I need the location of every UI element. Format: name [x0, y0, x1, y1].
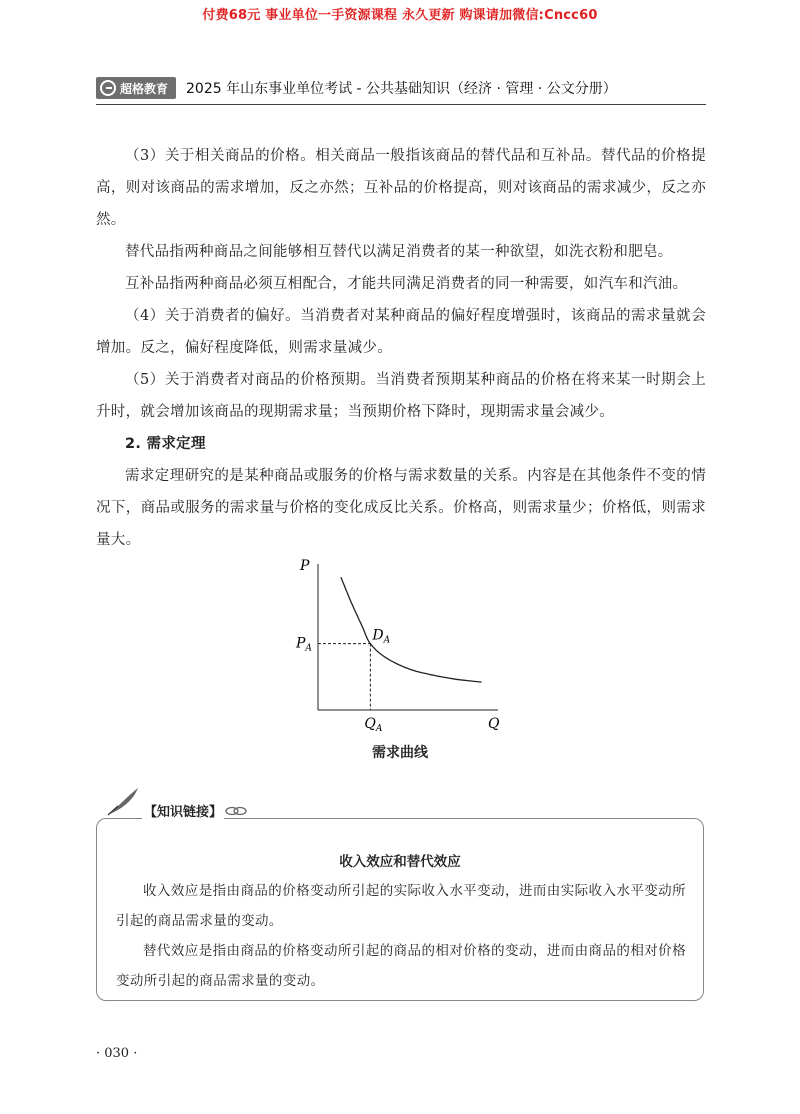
knowledge-tag [104, 786, 248, 820]
knowledge-paragraph: 收入效应是指由商品的价格变动所引起的实际收入水平变动，进而由实际收入水平变动所引起的商品需求量的变动。 [116, 883, 686, 929]
quantity-tick-label: $Q_A$ [364, 716, 383, 734]
subheading: 2. 需求定理 [125, 436, 206, 452]
logo-text: 超格教育 [120, 81, 169, 96]
x-axis-label: Q [488, 716, 500, 732]
paragraph: （3）关于相关商品的价格。相关商品一般指该商品的替代品和互补品。替代品的价格提高，则对该商品的需求增加，反之亦然；互补品的价格提高，则对该商品的需求减少，反之亦然。 [96, 148, 706, 228]
paragraph: （5）关于消费者对商品的价格预期。当消费者预期某种商品的价格在将来某一时期会上升时，就会增加该商品的现期需求量；当预期价格下降时，现期需求量会减少。 [96, 372, 706, 420]
point-label: $D_A$ [372, 627, 391, 646]
demand-curve [341, 577, 482, 682]
knowledge-tag-label: 【知识链接】 [142, 801, 224, 820]
logo-icon [100, 80, 116, 96]
paragraph: （4）关于消费者的偏好。当消费者对某种商品的偏好程度增强时，该商品的需求量就会增加。反之，偏好程度降低，则需求量减少。 [96, 308, 706, 356]
header-rule [96, 104, 706, 105]
page-number: · 030 · [96, 1046, 138, 1061]
paragraph: 替代品指两种商品之间能够相互替代以满足消费者的某一种欲望，如洗衣粉和肥皂。 [125, 244, 673, 260]
quill-icon [104, 786, 142, 816]
knowledge-title: 收入效应和替代效应 [339, 854, 461, 870]
demand-curve-chart [290, 552, 510, 737]
publisher-logo [96, 77, 176, 99]
knowledge-paragraph: 替代效应是指由商品的价格变动所引起的商品的相对价格的变动，进而由商品的相对价格变动所引起的商品需求量的变动。 [116, 943, 686, 989]
chart-caption: 需求曲线 [372, 745, 428, 761]
page-header [96, 76, 706, 100]
paragraph: 互补品指两种商品必须互相配合，才能共同满足消费者的同一种需要，如汽车和汽油。 [125, 276, 688, 292]
chain-link-icon [224, 802, 248, 816]
y-axis-label: P [300, 558, 310, 574]
promo-banner: 付费68元 事业单位一手资源课程 永久更新 购课请加微信:Cncc60 [202, 8, 598, 23]
paragraph: 需求定理研究的是某种商品或服务的价格与需求数量的关系。内容是在其他条件不变的情况下，商品或服务的需求量与价格的变化成反比关系。价格高，则需求量少；价格低，则需求量大。 [96, 468, 706, 548]
knowledge-text [116, 876, 686, 996]
body-text [96, 140, 706, 556]
header-title: 2025 年山东事业单位考试 - 公共基础知识（经济 · 管理 · 公文分册） [186, 81, 617, 97]
price-tick-label: $P_A$ [296, 635, 312, 654]
